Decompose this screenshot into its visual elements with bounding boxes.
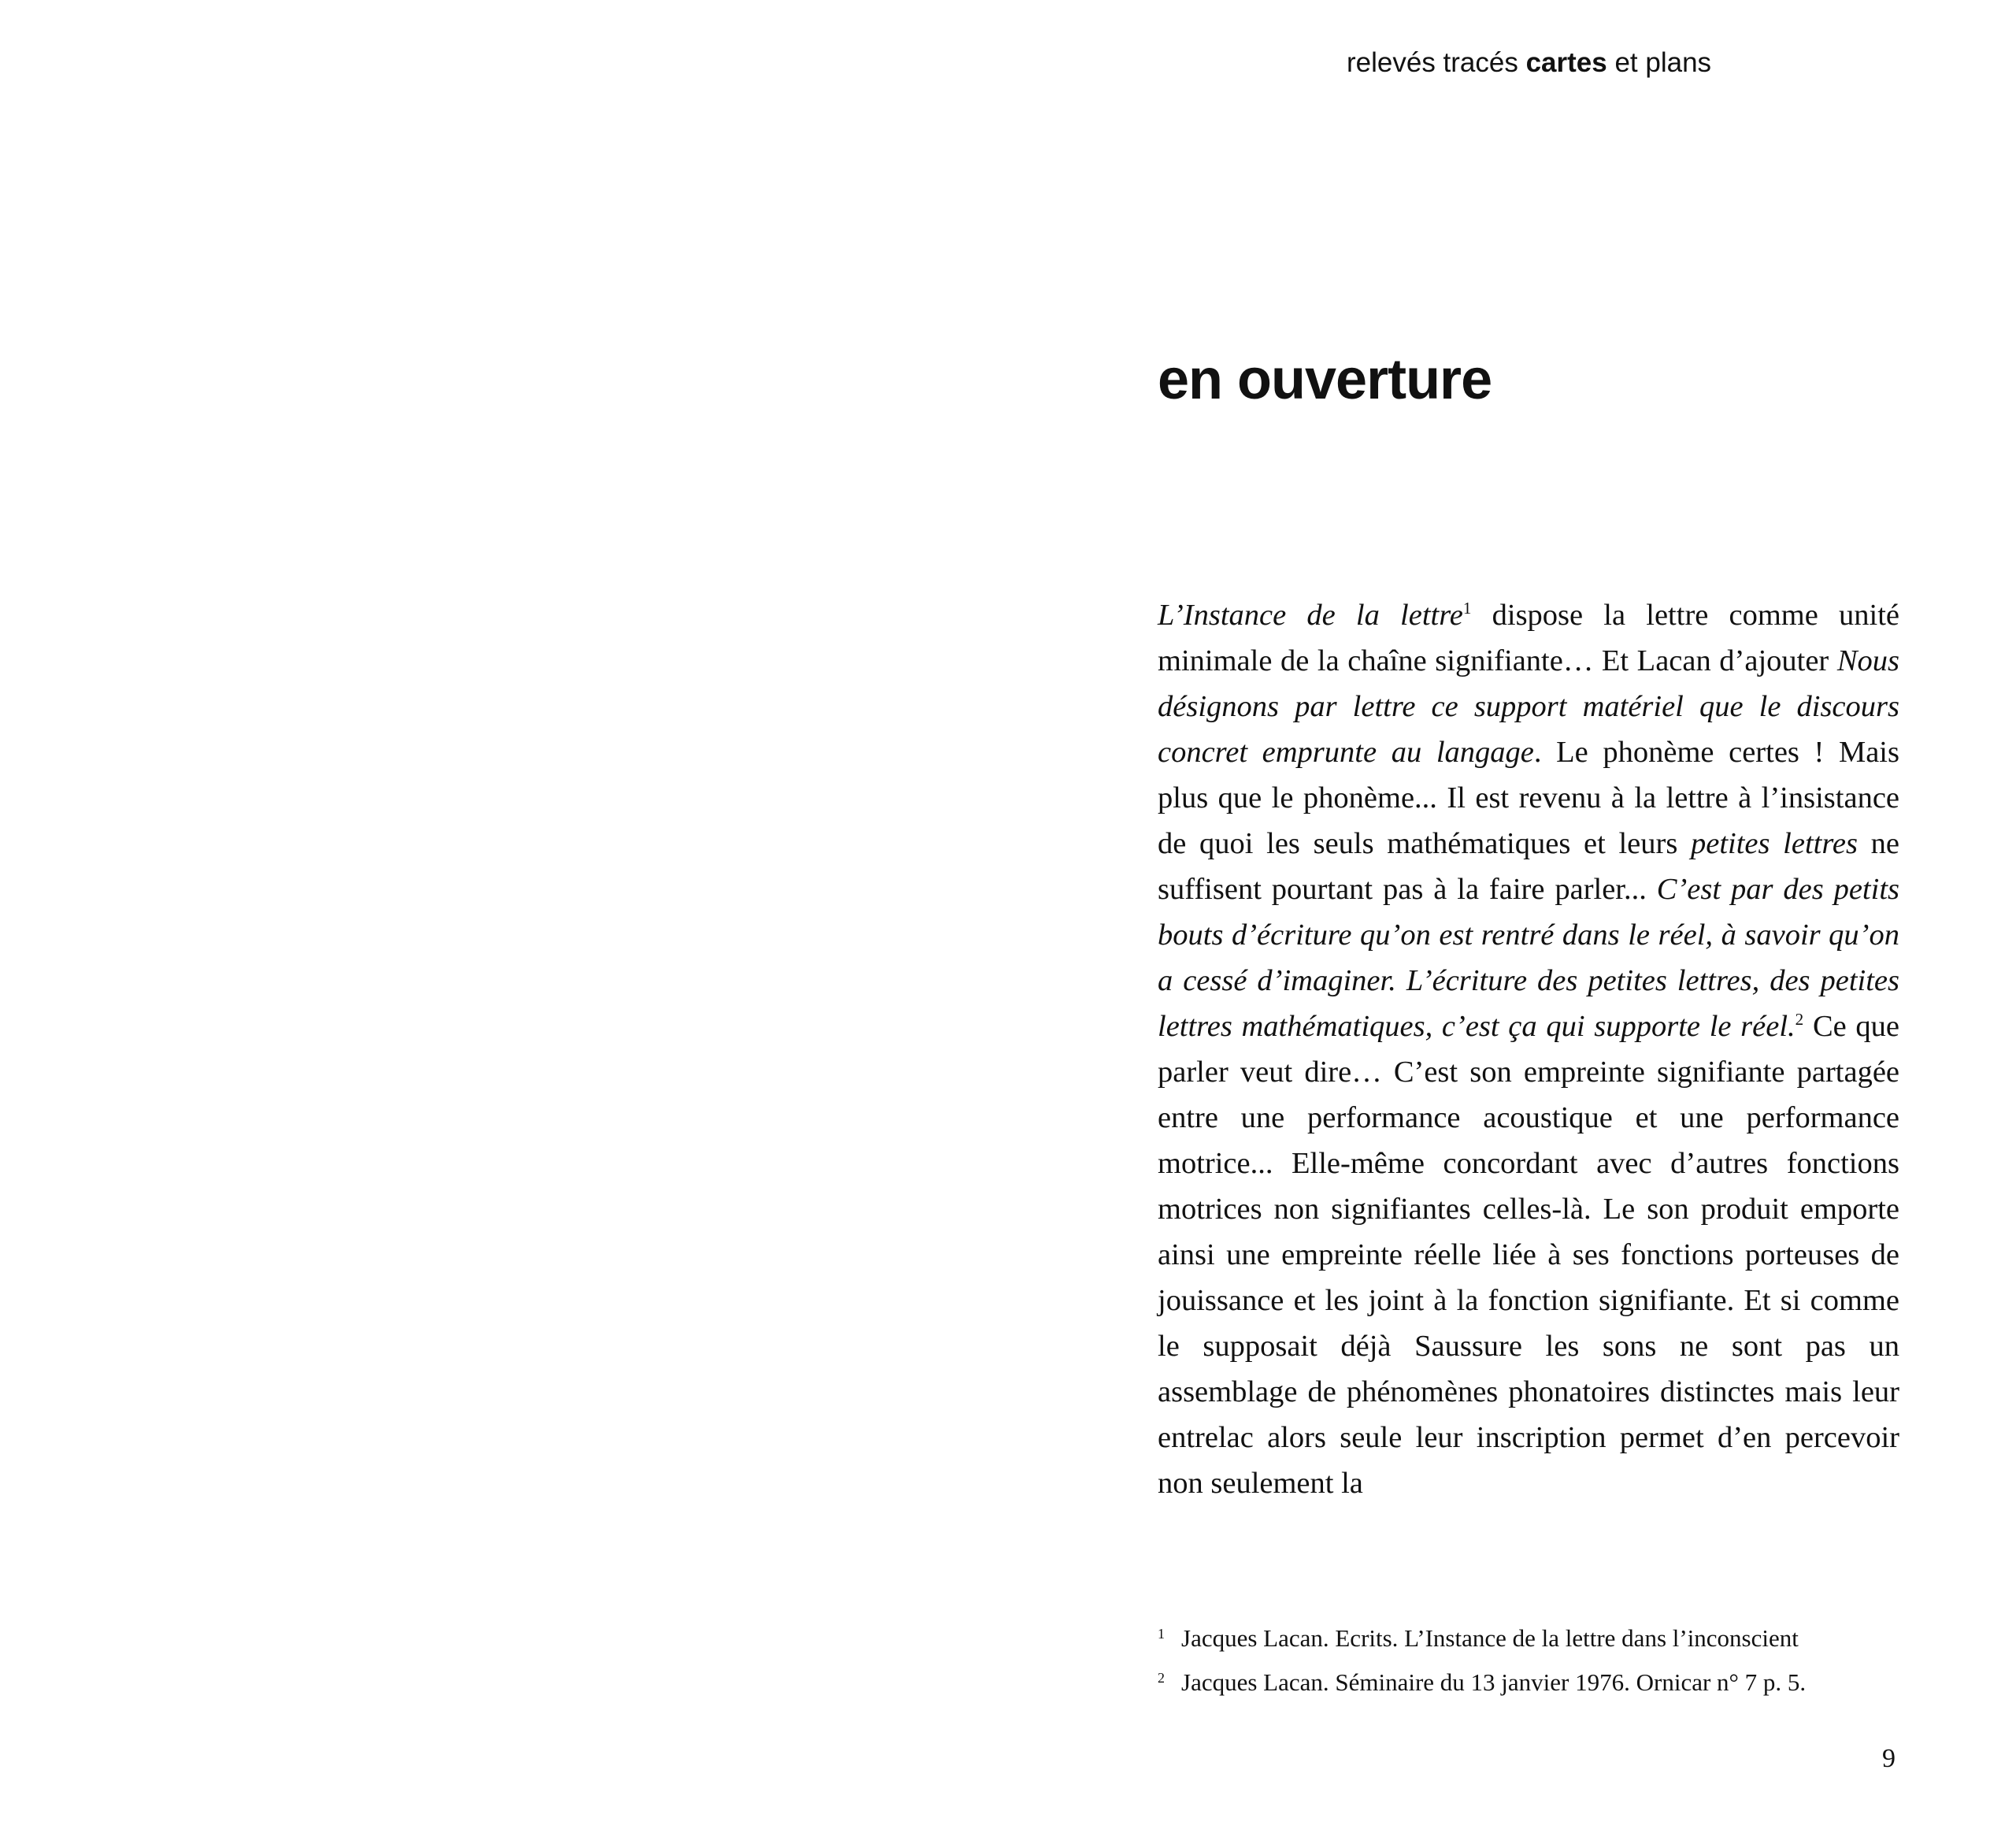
page-number: 9 [1882,1744,1896,1773]
body-text-segment: dispose la lettre comme unité minimale de la chaîne signifiante… Et Lacan d’ajouter [1158,599,1900,677]
quotation-italic: Nous désignons par lettre ce support matériel que le discours concret emprunte au langage [1158,644,1899,769]
body-text-segment: Ce que parler veut dire… C’est son empreinte signifiante partagée entre une performance acoustique et une performance motrice... Elle-même concordant avec d’autres fonctions motrices non signifiantes celles-là. Le son produit emporte ainsi une empreinte réelle liée à ses fonctions porteuses de jouissance et les joint à la fonction signifiante. Et si comme le supposait déjà Saussure les sons ne sont pas un assemblage de phénomènes phonatoires distinctes mais leur entrelac alors seule leur inscription permet d’en percevoir non seulement la [1158,1010,1900,1500]
footnote-number: 2 [1158,1670,1165,1686]
footnote-ref-2: 2 [1795,1010,1804,1030]
footnote-2 [1158,1662,1945,1706]
book-title-reference: L’Instance de la lettre [1158,599,1463,632]
emphasis-italic: petites lettres [1690,827,1858,860]
running-header-text: relevés tracés [1347,47,1526,78]
footnote-ref-1: 1 [1462,599,1472,618]
footnote-text: Jacques Lacan. Ecrits. L’Instance de la lettre dans l’inconscient [1181,1624,1799,1652]
running-header-text-end: et plans [1606,47,1712,78]
quotation-italic: C’est par des petits bouts d’écriture qu’on est rentré dans le réel, à savoir qu’on a cessé d’imaginer. L’écriture des petites lettres, des petites lettres mathématiques, c’est ça qui supporte le réel. [1158,873,1900,1043]
body-text-segment: . Le phonème certes ! Mais plus que le phonème... Il est revenu à la lettre à l’insistance de quoi les seuls mathématiques et leurs [1158,736,1899,860]
running-header-bold: cartes [1525,47,1607,78]
running-header [1347,39,1711,87]
body-paragraph [1158,592,1899,1506]
footnote-text: Jacques Lacan. Séminaire du 13 janvier 1976. Ornicar n° 7 p. 5. [1181,1668,1807,1696]
chapter-title: en ouverture [1158,348,1492,411]
footnotes [1158,1618,1945,1706]
footnote-1 [1158,1618,1945,1662]
footnote-number: 1 [1158,1626,1165,1642]
body-text-segment: ne suffisent pourtant pas à la faire parler... [1158,827,1899,906]
